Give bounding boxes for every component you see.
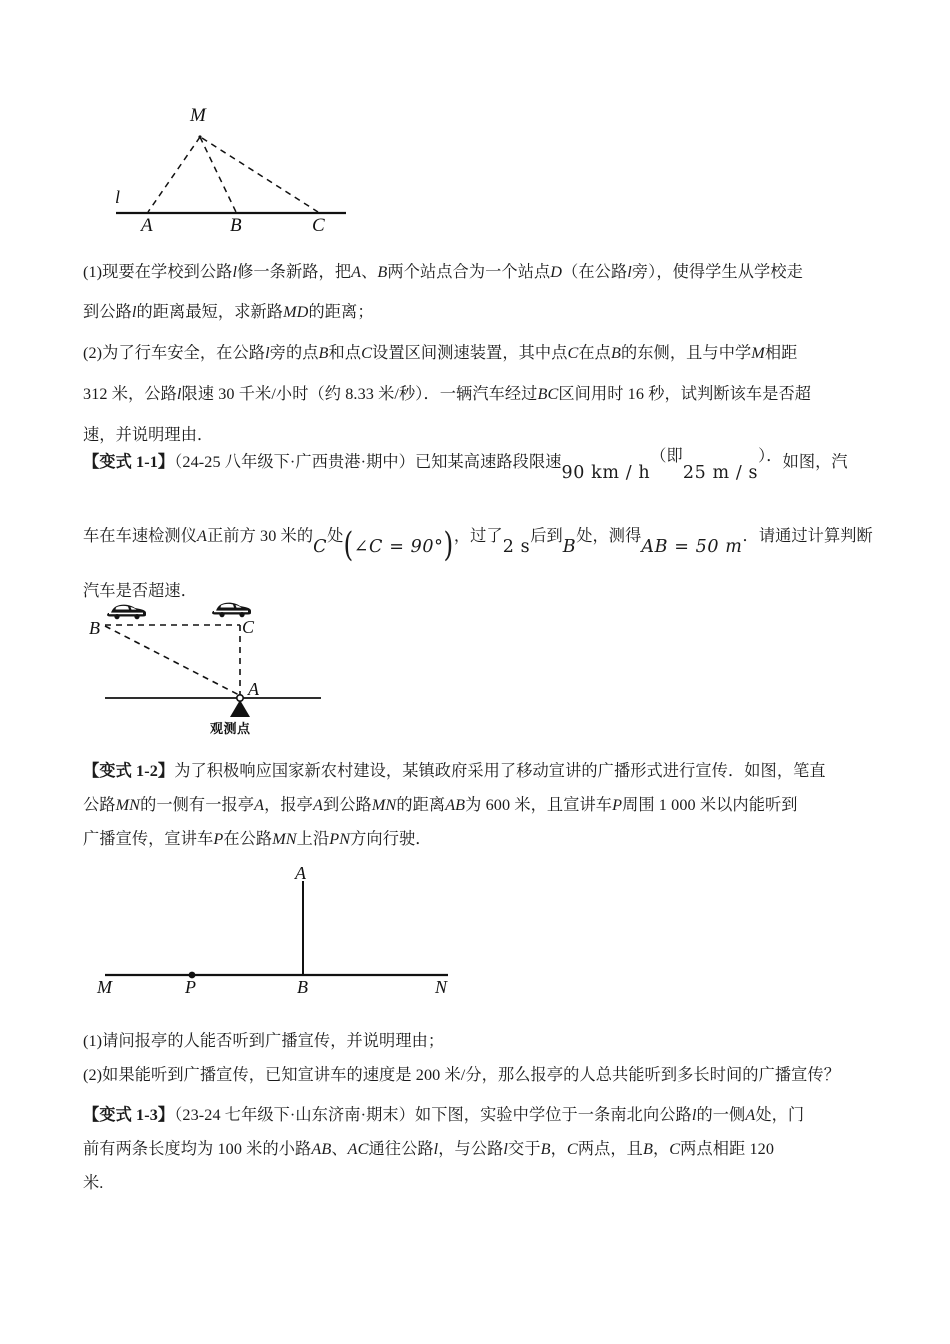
variant11-l2-chu1: 处 <box>327 527 344 545</box>
q1-l1-tail: 旁），使得学生从学校走 <box>631 263 803 281</box>
q1-line-3 <box>83 338 869 368</box>
variant13-l2-b2: B <box>642 1140 653 1158</box>
segment-ba <box>105 626 239 695</box>
variant12-l3-lead: 广播宣传，宣讲车 <box>83 830 214 848</box>
formula-point-c <box>313 532 327 562</box>
q1-l1-b: B <box>377 263 388 281</box>
q1-l4-l1: l <box>176 385 182 403</box>
figure3-label-a: A <box>295 863 306 883</box>
formula-angle-c <box>343 524 454 564</box>
variant13-l1-l: l <box>691 1106 697 1124</box>
variant13-l2-mid3: ，与公路 <box>438 1140 504 1158</box>
formula-point-b-text: B <box>562 537 577 557</box>
variant13-l1-tail: 处，门 <box>755 1106 805 1124</box>
q1-l3-m: M <box>751 344 765 362</box>
figure1-label-l: l <box>115 187 121 207</box>
point-m-dot <box>198 135 201 138</box>
q1-line-2 <box>83 297 869 327</box>
variant13-l2-mid5: ， <box>550 1140 567 1158</box>
variant12-q2: (2)如果能听到广播宣传，已知宣讲车的速度是 200 米/分，那么报亭的人总共能听到多长时间的广播宣传？ <box>83 1066 841 1084</box>
car-wheel-b1 <box>114 614 119 619</box>
q1-l3-mid2: 和点 <box>328 344 362 362</box>
variant11-l2-lead: 车在车速检测仪 <box>83 527 198 545</box>
variant12-tag: 【变式 1-2】 <box>83 762 175 780</box>
figure1-label-c: C <box>312 215 325 236</box>
variant12-l2-mid4: 的距离 <box>396 796 446 814</box>
q1-line-4 <box>83 379 869 409</box>
q1-l4-lead: 312 米，公路 <box>83 385 177 403</box>
variant12-l1-body: 为了积极响应国家新农村建设，某镇政府采用了移动宣讲的广播形式进行宣传．如图，笔直 <box>174 762 826 780</box>
figure2-label-b: B <box>89 618 100 638</box>
variant11-l2-comma: ， <box>453 527 471 545</box>
variant11-line-2 <box>83 518 873 564</box>
variant11-paren-close: ）． <box>758 447 783 465</box>
variant11-source: （24-25 八年级下·广西贵港·期中） <box>174 453 415 471</box>
variant13-l1-body: 如下图，实验中学位于一条南北向公路 <box>414 1106 692 1124</box>
variant12-l2-mn: MN <box>115 796 141 814</box>
formula-ab-50m-text: AB = 50 m <box>641 537 743 557</box>
q1-l3-c: C <box>361 344 373 362</box>
q1-l3-mid1: 旁的点 <box>269 344 319 362</box>
variant13-l2-ac: AC <box>347 1140 369 1158</box>
variant12-line-2 <box>83 790 869 820</box>
variant13-l1-mid: 的一侧 <box>696 1106 746 1124</box>
variant11-l2-tail: 请通过计算判断 <box>758 527 873 545</box>
variant12-l2-lead: 公路 <box>83 796 116 814</box>
q1-l4-mid1: 限速 30 千米/小时（约 8.33 米/秒）．一辆汽车经过 <box>181 385 538 403</box>
figure2-label-observation-point: 观测点 <box>210 721 251 736</box>
variant11-l2-mid: 正前方 30 米的 <box>207 527 314 545</box>
car-wheel-c1 <box>219 612 224 617</box>
q1-l1-l1: l <box>232 263 238 281</box>
variant13-l2-mid1: 、 <box>331 1140 348 1158</box>
q1-line-5: 速，并说明理由． <box>83 426 214 444</box>
variant13-l2-mid6: 两点，且 <box>577 1140 643 1158</box>
car-icon-c <box>212 603 251 618</box>
variant11-body-b: 如图，汽 <box>782 453 848 471</box>
figure3-label-b: B <box>297 977 308 997</box>
variant13-l2-ab: AB <box>311 1140 332 1158</box>
variant12-l2-a: A <box>254 796 265 814</box>
variant13-line-2 <box>83 1134 869 1164</box>
figure1-label-b: B <box>230 215 242 236</box>
variant12-q1: (1)请问报亭的人能否听到广播宣传，并说明理由； <box>83 1032 445 1050</box>
figure3-label-p: P <box>185 977 196 997</box>
q1-l1-mid3: 两个站点合为一个站点 <box>387 263 551 281</box>
variant12-l3-mid1: 在公路 <box>223 830 273 848</box>
paren-right-glyph: ) <box>443 524 454 564</box>
variant11-l2-houdao: 后到 <box>530 527 563 545</box>
variant12-l3-p: P <box>213 830 224 848</box>
figure1-svg <box>108 105 428 240</box>
variant11-tag: 【变式 1-1】 <box>83 453 175 471</box>
q1-l3-l1: l <box>265 344 270 362</box>
segment-mc <box>202 138 318 212</box>
car-stripe-b <box>109 613 143 615</box>
variant13-l2-l2: l <box>503 1140 509 1158</box>
figure3-label-m: M <box>97 977 112 997</box>
variant13-l2-mid4: 交于 <box>508 1140 541 1158</box>
figure3-svg <box>83 863 483 1008</box>
car-stripe-c <box>214 611 248 613</box>
variant13-line-1 <box>83 1100 869 1130</box>
observation-triangle-icon <box>230 700 250 717</box>
car-icon-b <box>107 605 146 620</box>
variant11-l2-guo: 过了 <box>470 527 503 545</box>
formula-speed-kmh: 90 km / h <box>561 463 651 483</box>
variant13-l1-a: A <box>745 1106 756 1124</box>
q1-l4-tail: 区间用时 16 秒，试判断该车是否超 <box>558 385 812 403</box>
q1-l3-mid4: 在点 <box>578 344 611 362</box>
q1-l2-l1: l <box>131 303 137 321</box>
q1-l3-b2: B <box>610 344 621 362</box>
variant12-l3-pn: PN <box>329 830 351 848</box>
variant11-l2-chu2: 处，测得 <box>576 527 642 545</box>
variant12-l2-tail2: 周围 1 000 米以内能听到 <box>622 796 798 814</box>
q1-line-1 <box>83 257 869 287</box>
variant12-l2-mid3: 到公路 <box>322 796 372 814</box>
variant12-l3-mid2: 上沿 <box>296 830 330 848</box>
variant13-l2-mid2: 通往公路 <box>368 1140 434 1158</box>
q1-l1-mid2: 、 <box>361 263 378 281</box>
q1-l2-md: MD <box>283 303 309 321</box>
formula-point-b <box>563 532 576 562</box>
formula-ab-50m <box>641 532 742 562</box>
q1-l1-mid4: （在公路 <box>562 263 628 281</box>
q1-l1-a: A <box>351 263 362 281</box>
variant13-l2-c: C <box>566 1140 578 1158</box>
q1-l3-c2: C <box>567 344 579 362</box>
variant13-l2-lead: 前有两条长度均为 100 米的小路 <box>83 1140 312 1158</box>
q1-l2-mid: 的距离最短，求新路 <box>136 303 284 321</box>
formula-point-c-text: C <box>313 537 328 557</box>
q1-l3-tail: 相距 <box>764 344 798 362</box>
figure2-label-a: A <box>248 679 259 699</box>
variant12-line-1 <box>83 756 869 786</box>
q1-l4-bc: BC <box>537 385 559 403</box>
q1-l3-b: B <box>318 344 329 362</box>
variant13-l2-mid7: ， <box>652 1140 670 1158</box>
formula-2s: 2 s <box>502 537 531 557</box>
figure-speed-detector <box>83 598 393 748</box>
segment-mb <box>200 137 236 212</box>
variant12-l3-tail: 方向行驶． <box>350 830 432 848</box>
variant13-l2-tail: 两点相距 120 <box>680 1140 775 1158</box>
variant12-l2-mn2: MN <box>371 796 397 814</box>
figure2-label-c: C <box>242 617 255 637</box>
segment-ma <box>148 137 200 212</box>
formula-angle-c-text: ∠C = 90° <box>353 537 444 557</box>
q1-l3-mid3: 设置区间测速装置，其中点 <box>372 344 568 362</box>
variant12-l2-p: P <box>612 796 623 814</box>
paren-left-glyph: ( <box>343 524 354 564</box>
variant13-l2-b: B <box>540 1140 551 1158</box>
figure3-label-n: N <box>435 977 448 997</box>
variant12-l2-a2: A <box>312 796 323 814</box>
variant13-tag: 【变式 1-3】 <box>83 1106 175 1124</box>
variant12-l2-tail: 为 600 米，且宣讲车 <box>465 796 613 814</box>
figure1-label-m: M <box>190 105 206 126</box>
q1-l1-mid1: 修一条新路，把 <box>237 263 352 281</box>
variant11-paren-open: （即 <box>650 447 683 465</box>
figure1-label-a: A <box>141 215 153 236</box>
variant13-source: （23-24 七年级下·山东济南·期末） <box>174 1106 415 1124</box>
q1-l3-mid5: 的东侧，且与中学 <box>620 344 752 362</box>
variant13-l2-c2: C <box>669 1140 681 1158</box>
formula-speed-ms: 25 m / s <box>682 463 759 483</box>
variant12-l3-mn: MN <box>272 830 297 848</box>
variant11-l2-dot: ． <box>742 527 759 545</box>
variant11-line-1 <box>83 447 869 483</box>
variant11-body-a: 已知某高速路段限速 <box>414 453 562 471</box>
q1-l3-lead: (2)为了行车安全，在公路 <box>83 344 266 362</box>
car-wheel-b2 <box>134 614 139 619</box>
variant11-line-3: 汽车是否超速． <box>83 582 198 600</box>
q1-l2-tail: 的距离； <box>308 303 374 321</box>
figure-road-mn <box>83 863 483 1008</box>
variant13-l2-l1: l <box>433 1140 439 1158</box>
q1-l2-lead: 到公路 <box>83 303 132 321</box>
figure-triangle-mabc <box>108 105 428 240</box>
variant12-l2-ab: AB <box>445 796 466 814</box>
q1-l1-lead: (1)现要在学校到公路 <box>83 263 233 281</box>
q1-l1-l2: l <box>627 263 632 281</box>
variant12-l2-mid2: ，报亭 <box>264 796 313 814</box>
q1-l1-d: D <box>550 263 563 281</box>
variant12-l2-mid1: 的一侧有一报亭 <box>140 796 255 814</box>
variant12-line-3 <box>83 824 869 854</box>
variant11-l2-a: A <box>197 527 208 545</box>
variant13-line-3: 米. <box>83 1174 104 1192</box>
